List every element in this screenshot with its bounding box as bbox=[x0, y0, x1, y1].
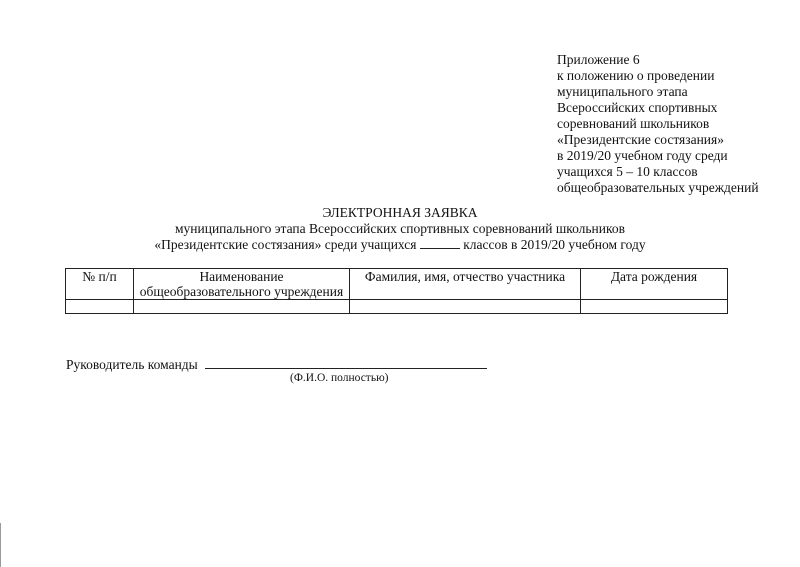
subtitle-text-after: классов в 2019/20 учебном году bbox=[463, 237, 646, 252]
team-leader-hint: (Ф.И.О. полностью) bbox=[290, 372, 389, 384]
team-leader-label: Руководитель команды bbox=[66, 357, 198, 372]
appendix-line: к положению о проведении bbox=[557, 68, 715, 83]
appendix-line: в 2019/20 учебном году среди bbox=[557, 148, 728, 163]
cell-birth-date[interactable] bbox=[581, 300, 728, 314]
appendix-line: «Президентские состязания» bbox=[557, 132, 724, 147]
table-header-row bbox=[66, 269, 728, 300]
appendix-line: соревнований школьников bbox=[557, 116, 710, 131]
appendix-line: Всероссийских спортивных bbox=[557, 100, 718, 115]
appendix-note bbox=[557, 52, 759, 196]
column-header-birth-date: Дата рождения bbox=[581, 269, 728, 300]
cell-number[interactable] bbox=[66, 300, 134, 314]
document-subtitle-line-1: муниципального этапа Всероссийских спортивных соревнований школьников bbox=[174, 221, 625, 236]
appendix-line: Приложение 6 bbox=[557, 52, 640, 67]
document-title-block bbox=[0, 205, 800, 253]
cell-school[interactable] bbox=[134, 300, 350, 314]
table-row bbox=[66, 300, 728, 314]
appendix-line: общеобразовательных учреждений bbox=[557, 180, 759, 195]
column-header-participant-name: Фамилия, имя, отчество участника bbox=[350, 269, 581, 300]
column-header-school: Наименование общеобразовательного учреждения bbox=[134, 269, 350, 300]
appendix-line: муниципального этапа bbox=[557, 84, 688, 99]
entry-table bbox=[65, 268, 728, 314]
cell-participant-name[interactable] bbox=[350, 300, 581, 314]
document-title: ЭЛЕКТРОННАЯ ЗАЯВКА bbox=[322, 205, 478, 220]
subtitle-text-before: «Президентские состязания» среди учащихся bbox=[154, 237, 417, 252]
document-subtitle-line-2 bbox=[0, 237, 800, 253]
appendix-line: учащихся 5 – 10 классов bbox=[557, 164, 698, 179]
column-header-number: № п/п bbox=[66, 269, 134, 300]
team-leader-line bbox=[66, 356, 487, 373]
scan-edge-mark bbox=[0, 523, 1, 567]
grade-blank-field[interactable] bbox=[420, 237, 460, 249]
team-leader-field[interactable] bbox=[205, 356, 487, 369]
